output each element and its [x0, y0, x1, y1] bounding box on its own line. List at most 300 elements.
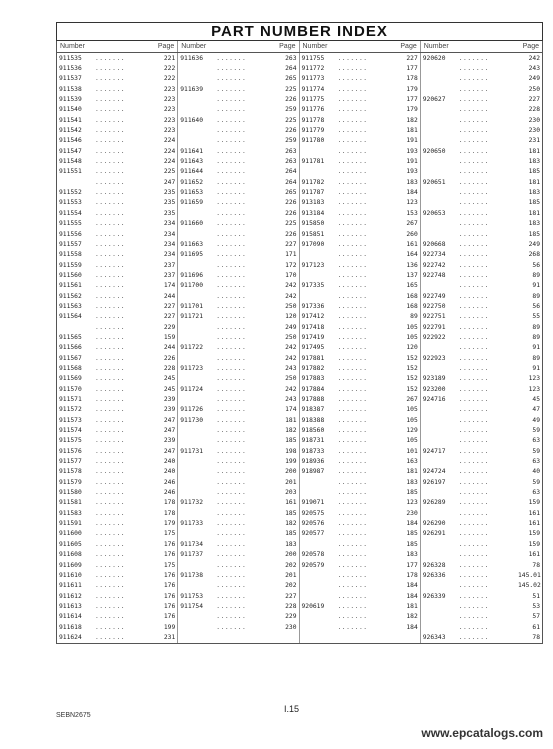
page-ref: 53: [532, 602, 540, 610]
index-row: [178, 487, 298, 497]
page-ref: 201: [285, 478, 297, 486]
index-row: [300, 260, 420, 270]
index-row: [57, 456, 177, 466]
page-ref: 152: [406, 354, 418, 362]
leader-dots: .......: [458, 468, 489, 476]
page-ref: 178: [163, 499, 176, 507]
index-row: [421, 281, 542, 291]
index-row: [57, 498, 177, 508]
leader-dots: .......: [458, 489, 489, 497]
index-row: [300, 374, 420, 384]
number-header: Number: [423, 43, 449, 50]
part-number: 917495: [301, 344, 325, 352]
index-row: [57, 156, 177, 166]
part-number: 911737: [180, 551, 203, 559]
part-number: 922749: [422, 292, 446, 300]
part-number: 911643: [180, 158, 203, 166]
part-number: 915850: [301, 220, 325, 228]
page-ref: 183: [528, 158, 540, 166]
leader-dots: .......: [95, 168, 126, 176]
part-number: 926328: [422, 561, 446, 569]
part-number: 911723: [180, 364, 203, 372]
index-row: [178, 94, 298, 104]
index-row: [178, 167, 298, 177]
leader-dots: .......: [216, 406, 247, 414]
index-row: [421, 456, 542, 466]
page-ref: 168: [406, 292, 418, 300]
index-row: [178, 156, 298, 166]
part-number: 911612: [59, 592, 82, 600]
page-ref: 172: [285, 261, 297, 269]
part-number: 918987: [301, 468, 325, 476]
leader-dots: .......: [337, 530, 368, 538]
index-row: [300, 394, 420, 404]
leader-dots: .......: [216, 458, 247, 466]
index-table: [56, 53, 543, 644]
column-header: [300, 41, 421, 52]
part-number: 911652: [180, 178, 203, 186]
leader-dots: .......: [337, 54, 368, 62]
leader-dots: .......: [216, 468, 247, 476]
part-number: 917090: [301, 240, 325, 248]
part-number: 911787: [301, 189, 325, 197]
index-row: [178, 456, 298, 466]
page-ref: 235: [163, 199, 176, 207]
index-row: [421, 322, 542, 332]
index-row: [178, 570, 298, 580]
leader-dots: .......: [337, 385, 368, 393]
page-ref: 152: [406, 364, 418, 372]
page-ref: 51: [532, 592, 540, 600]
leader-dots: .......: [95, 633, 126, 641]
page-ref: 229: [163, 323, 176, 331]
index-row: [178, 219, 298, 229]
leader-dots: .......: [95, 313, 126, 321]
index-row: [57, 405, 177, 415]
document-id: SEBN2675: [56, 712, 91, 719]
leader-dots: .......: [458, 137, 489, 145]
index-row: [57, 94, 177, 104]
page-ref: 136: [406, 261, 418, 269]
part-number: 911560: [59, 271, 82, 279]
part-number: 911556: [59, 230, 82, 238]
index-row: [300, 63, 420, 73]
leader-dots: .......: [216, 106, 247, 114]
page-ref: 175: [163, 561, 176, 569]
index-row: [300, 601, 420, 611]
page-ref: 228: [285, 602, 297, 610]
part-number: 911536: [59, 65, 82, 73]
leader-dots: .......: [216, 261, 247, 269]
part-number: 911562: [59, 292, 82, 300]
page-ref: 145.01: [518, 571, 541, 579]
index-row: [57, 487, 177, 497]
index-row: [421, 115, 542, 125]
index-row: [421, 477, 542, 487]
index-row: [178, 229, 298, 239]
page-ref: 182: [406, 613, 418, 621]
index-row: [421, 167, 542, 177]
part-number: 920619: [301, 602, 325, 610]
leader-dots: .......: [95, 220, 126, 228]
index-row: [421, 632, 542, 642]
index-row: [421, 374, 542, 384]
page-ref: 265: [285, 189, 297, 197]
leader-dots: .......: [337, 406, 368, 414]
leader-dots: .......: [458, 364, 489, 372]
page-ref: 234: [163, 251, 176, 259]
page-ref: 178: [163, 509, 176, 517]
index-row: [57, 467, 177, 477]
page-ref: 193: [406, 147, 418, 155]
page-ref: 249: [528, 240, 540, 248]
leader-dots: .......: [95, 333, 126, 341]
leader-dots: .......: [458, 633, 489, 641]
part-number: 911624: [59, 633, 82, 641]
leader-dots: .......: [216, 520, 247, 528]
leader-dots: .......: [216, 447, 247, 455]
page-ref: 243: [528, 65, 540, 73]
leader-dots: .......: [95, 323, 126, 331]
leader-dots: .......: [458, 613, 489, 621]
leader-dots: .......: [337, 478, 368, 486]
part-number: 911775: [301, 96, 325, 104]
page-ref: 56: [532, 302, 540, 310]
leader-dots: .......: [95, 240, 126, 248]
index-row: [178, 425, 298, 435]
index-row: [57, 632, 177, 642]
page-number: I.15: [284, 704, 300, 714]
page-ref: 198: [285, 447, 297, 455]
leader-dots: .......: [216, 282, 247, 290]
part-number: 911538: [59, 85, 82, 93]
index-row: [57, 281, 177, 291]
part-number: 922922: [422, 333, 446, 341]
index-row: [421, 581, 542, 591]
leader-dots: .......: [216, 396, 247, 404]
page-ref: 222: [163, 75, 176, 83]
part-number: 917881: [301, 354, 325, 362]
leader-dots: .......: [458, 602, 489, 610]
part-number: 911577: [59, 458, 82, 466]
page-ref: 177: [406, 96, 418, 104]
leader-dots: .......: [458, 127, 489, 135]
leader-dots: .......: [95, 178, 126, 186]
leader-dots: .......: [216, 158, 247, 166]
part-number: 911571: [59, 396, 82, 404]
leader-dots: .......: [95, 282, 126, 290]
leader-dots: .......: [216, 230, 247, 238]
index-row: [57, 63, 177, 73]
page-ref: 183: [406, 551, 418, 559]
part-number: 911578: [59, 468, 82, 476]
index-row: [421, 53, 542, 63]
index-row: [300, 312, 420, 322]
part-number: 911547: [59, 147, 82, 155]
index-row: [421, 425, 542, 435]
page-ref: 223: [163, 127, 176, 135]
leader-dots: .......: [95, 499, 126, 507]
index-row: [57, 187, 177, 197]
part-number: 923200: [422, 385, 446, 393]
part-number: 911572: [59, 406, 82, 414]
page-ref: 268: [528, 251, 540, 259]
part-number: 926291: [422, 530, 446, 538]
index-row: [300, 291, 420, 301]
index-row: [178, 374, 298, 384]
leader-dots: .......: [337, 282, 368, 290]
page-ref: 182: [406, 116, 418, 124]
leader-dots: .......: [95, 489, 126, 497]
index-row: [421, 384, 542, 394]
index-row: [57, 250, 177, 260]
index-row: [57, 74, 177, 84]
index-row: [57, 177, 177, 187]
page-ref: 243: [285, 364, 297, 372]
leader-dots: .......: [216, 385, 247, 393]
part-number: 911609: [59, 561, 82, 569]
index-row: [300, 405, 420, 415]
part-number: 911552: [59, 189, 82, 197]
index-row: [300, 353, 420, 363]
index-row: [178, 208, 298, 218]
part-number: 911555: [59, 220, 82, 228]
part-number: 917335: [301, 282, 325, 290]
index-row: [178, 446, 298, 456]
leader-dots: .......: [337, 75, 368, 83]
index-row: [57, 84, 177, 94]
part-number: 911561: [59, 282, 82, 290]
page-ref: 91: [532, 364, 540, 372]
part-number: 911640: [180, 116, 203, 124]
index-row: [421, 74, 542, 84]
page-ref: 185: [285, 530, 297, 538]
part-number: 911696: [180, 271, 203, 279]
index-row: [178, 550, 298, 560]
part-number: 919071: [301, 499, 325, 507]
leader-dots: .......: [337, 271, 368, 279]
page-ref: 171: [285, 251, 297, 259]
index-row: [421, 529, 542, 539]
page-ref: 230: [528, 127, 540, 135]
leader-dots: .......: [95, 158, 126, 166]
index-row: [57, 208, 177, 218]
index-column: [300, 53, 421, 643]
leader-dots: .......: [95, 520, 126, 528]
page-ref: 175: [163, 530, 176, 538]
page-header: Page: [279, 43, 296, 50]
page-ref: 230: [528, 116, 540, 124]
index-row: [57, 229, 177, 239]
leader-dots: .......: [95, 344, 126, 352]
part-number: 911721: [180, 313, 203, 321]
leader-dots: .......: [95, 406, 126, 414]
page-ref: 234: [163, 220, 176, 228]
index-row: [300, 436, 420, 446]
leader-dots: .......: [216, 189, 247, 197]
leader-dots: .......: [216, 375, 247, 383]
leader-dots: .......: [337, 540, 368, 548]
part-number: 917336: [301, 302, 325, 310]
leader-dots: .......: [458, 354, 489, 362]
index-row: [178, 291, 298, 301]
page-ref: 259: [285, 106, 297, 114]
page-ref: 170: [285, 271, 297, 279]
leader-dots: .......: [458, 406, 489, 414]
leader-dots: .......: [458, 447, 489, 455]
index-row: [178, 363, 298, 373]
page-ref: 185: [285, 437, 297, 445]
page-ref: 120: [285, 313, 297, 321]
leader-dots: .......: [337, 65, 368, 73]
leader-dots: .......: [95, 447, 126, 455]
leader-dots: .......: [95, 530, 126, 538]
index-column: [57, 53, 178, 643]
page-ref: 227: [406, 54, 418, 62]
index-row: [57, 363, 177, 373]
index-row: [421, 467, 542, 477]
leader-dots: .......: [337, 292, 368, 300]
index-row: [178, 177, 298, 187]
page-ref: 191: [406, 158, 418, 166]
page-ref: 228: [528, 106, 540, 114]
part-number: 917888: [301, 396, 325, 404]
index-row: [300, 518, 420, 528]
part-number: 911618: [59, 623, 82, 631]
index-row: [421, 487, 542, 497]
leader-dots: .......: [216, 613, 247, 621]
column-header: [57, 41, 178, 52]
leader-dots: .......: [337, 602, 368, 610]
leader-dots: .......: [337, 437, 368, 445]
page-ref: 260: [406, 230, 418, 238]
index-row: [300, 281, 420, 291]
index-row: [57, 374, 177, 384]
part-number: 911574: [59, 427, 82, 435]
part-number: 911548: [59, 158, 82, 166]
part-number: 917123: [301, 261, 325, 269]
page-ref: 242: [285, 354, 297, 362]
part-number: 911565: [59, 333, 82, 341]
page-ref: 47: [532, 406, 540, 414]
page-ref: 226: [285, 127, 297, 135]
leader-dots: .......: [337, 106, 368, 114]
leader-dots: .......: [216, 292, 247, 300]
index-row: [57, 425, 177, 435]
page-ref: 263: [285, 158, 297, 166]
part-number: 911559: [59, 261, 82, 269]
leader-dots: .......: [216, 344, 247, 352]
part-number: 917418: [301, 323, 325, 331]
index-row: [421, 187, 542, 197]
page-ref: 263: [285, 147, 297, 155]
part-number: 920651: [422, 178, 446, 186]
page-ref: 161: [406, 240, 418, 248]
page-ref: 120: [406, 344, 418, 352]
leader-dots: .......: [337, 261, 368, 269]
page-ref: 181: [406, 468, 418, 476]
leader-dots: .......: [216, 540, 247, 548]
index-row: [178, 260, 298, 270]
page-ref: 45: [532, 396, 540, 404]
leader-dots: .......: [458, 499, 489, 507]
index-row: [421, 156, 542, 166]
leader-dots: .......: [216, 147, 247, 155]
page-ref: 224: [163, 137, 176, 145]
page-ref: 183: [406, 178, 418, 186]
part-number: 911537: [59, 75, 82, 83]
index-row: [178, 622, 298, 632]
leader-dots: .......: [458, 561, 489, 569]
index-row: [57, 322, 177, 332]
part-number: 926289: [422, 499, 446, 507]
part-number: 911546: [59, 137, 82, 145]
part-number: 922923: [422, 354, 446, 362]
index-row: [57, 601, 177, 611]
part-number: 920575: [301, 509, 325, 517]
leader-dots: .......: [337, 116, 368, 124]
page-ref: 49: [532, 416, 540, 424]
leader-dots: .......: [458, 520, 489, 528]
page-ref: 178: [406, 571, 418, 579]
part-number: 911554: [59, 209, 82, 217]
index-row: [300, 498, 420, 508]
leader-dots: .......: [216, 333, 247, 341]
page-ref: 244: [163, 344, 176, 352]
leader-dots: .......: [458, 396, 489, 404]
page-header: Page: [157, 43, 175, 50]
part-number: 911591: [59, 520, 82, 528]
index-row: [421, 436, 542, 446]
index-row: [300, 239, 420, 249]
leader-dots: .......: [458, 582, 489, 590]
page-ref: 231: [163, 633, 176, 641]
page-ref: 182: [285, 427, 297, 435]
page-ref: 56: [532, 261, 540, 269]
part-number: 924716: [422, 396, 446, 404]
index-row: [421, 291, 542, 301]
index-row: [57, 198, 177, 208]
page-ref: 225: [163, 168, 176, 176]
leader-dots: .......: [216, 571, 247, 579]
page-ref: 159: [528, 540, 540, 548]
page-ref: 264: [285, 65, 297, 73]
page-ref: 247: [163, 447, 176, 455]
leader-dots: .......: [337, 447, 368, 455]
leader-dots: .......: [337, 468, 368, 476]
leader-dots: .......: [95, 437, 126, 445]
index-row: [178, 115, 298, 125]
index-row: [57, 219, 177, 229]
page-ref: 105: [406, 323, 418, 331]
page-ref: 183: [528, 220, 540, 228]
leader-dots: .......: [216, 209, 247, 217]
page-ref: 227: [163, 302, 176, 310]
page-ref: 161: [285, 499, 297, 507]
index-row: [300, 467, 420, 477]
leader-dots: .......: [216, 427, 247, 435]
index-row: [300, 508, 420, 518]
page-ref: 226: [285, 209, 297, 217]
index-row: [178, 301, 298, 311]
index-row: [57, 312, 177, 322]
part-number: 926336: [422, 571, 446, 579]
leader-dots: .......: [458, 230, 489, 238]
page-ref: 224: [163, 158, 176, 166]
leader-dots: .......: [458, 106, 489, 114]
index-row: [421, 394, 542, 404]
page-ref: 201: [285, 571, 297, 579]
